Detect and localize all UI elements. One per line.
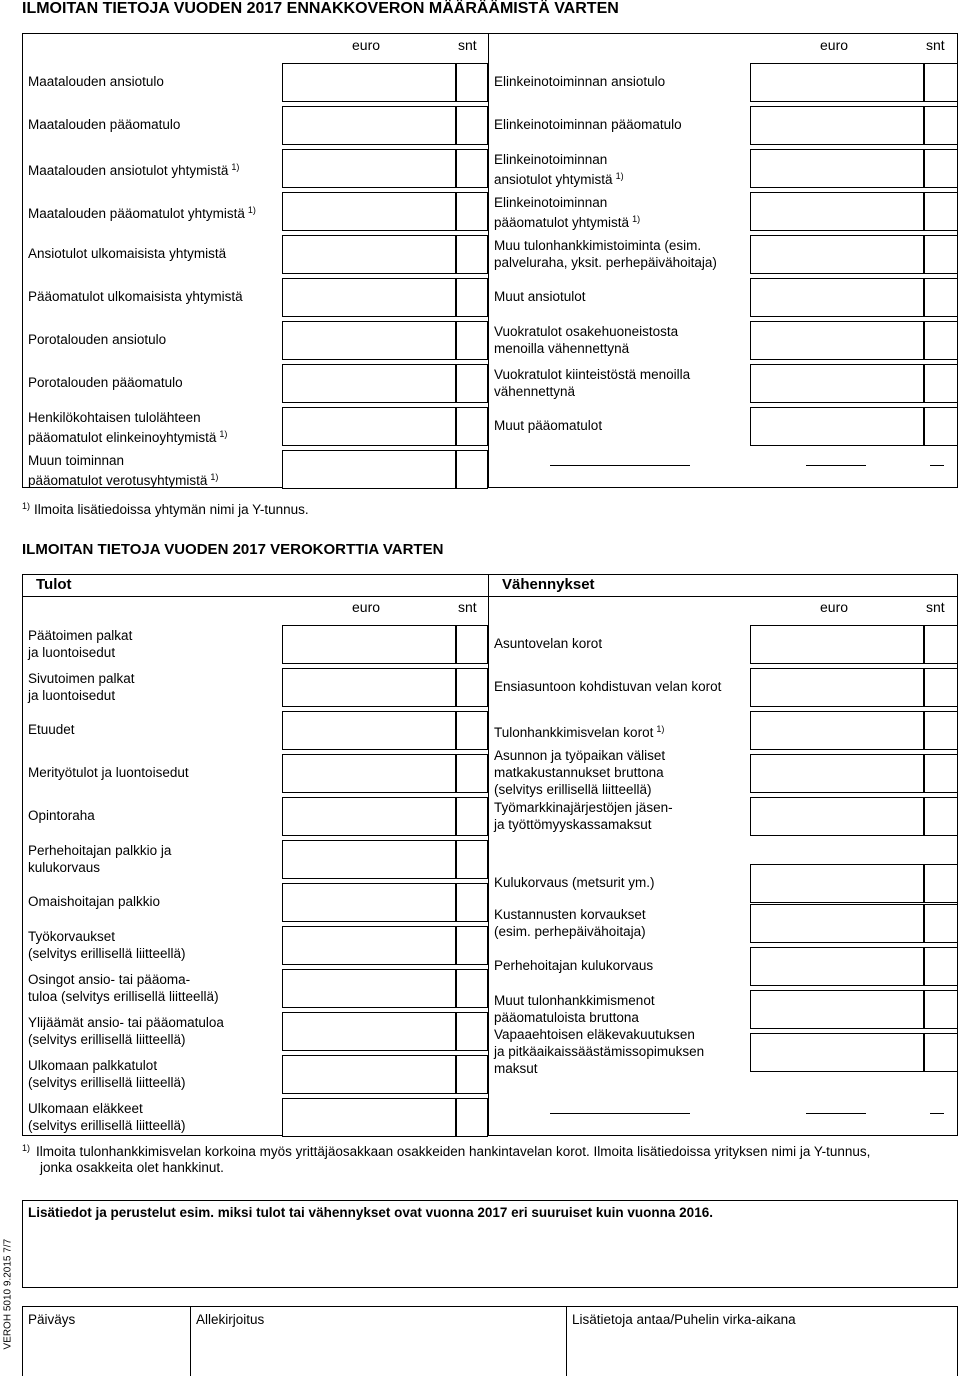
right-row-label-text: matkakustannukset bruttona [494,765,664,780]
left-row-label-text: Maatalouden ansiotulo [28,74,164,89]
lisatietoja-label: Lisätietoja antaa/Puhelin virka-aikana [572,1312,796,1327]
left-row-label [28,245,226,262]
section1-divider [488,33,489,488]
right-row-euro-field[interactable] [750,407,924,446]
right-row-snt-field[interactable] [924,947,958,986]
right-row-label-text: Muut pääomatulot [494,418,603,433]
left-row-snt-field[interactable] [456,711,488,750]
left-row-euro-field[interactable] [282,711,456,750]
right-row-label [494,721,664,741]
right-row-label-text: Elinkeinotoiminnan pääomatulo [494,117,682,132]
right-row-label-text: Perhehoitajan kulukorvaus [494,958,654,973]
right-row-snt-field[interactable] [924,407,958,446]
right-row-label-text: Ensiasuntoon kohdistuvan velan korot [494,679,722,694]
section2-divider [488,574,489,1136]
right-row-label [494,73,665,90]
right-row-label [494,992,655,1009]
left-row-euro-field[interactable] [282,840,456,879]
s2-footnote-line2: jonka osakkeita olet hankkinut. [40,1160,224,1175]
right-row-label-text: Asunnon ja työpaikan väliset [494,748,666,763]
left-row-euro-field[interactable] [282,235,456,274]
left-row-label [28,1100,143,1117]
left-row-label [28,116,180,133]
right-row-label-text: Muu tulonhankkimistoiminta (esim. [494,237,702,253]
right-row-label-text: maksut [494,1061,538,1076]
right-row-snt-field[interactable] [924,904,958,943]
right-row-label-text: Tulonhankkimisvelan korot [494,725,654,740]
right-row-label [494,237,701,254]
left-row-euro-field[interactable] [282,278,456,317]
right-row-label [494,288,586,305]
left-row-euro-field[interactable] [282,106,456,145]
s1-right-snt-header: snt [926,37,945,53]
footnote-ref: 1) [219,428,228,439]
right-row-label [494,816,652,833]
right-row-label-text: (esim. perhepäivähoitaja) [494,923,646,939]
s2-right-snt-header: snt [926,599,945,615]
left-row-label-text: (selvitys erillisellä liitteellä) [28,1031,186,1047]
left-row-label [28,764,189,781]
right-row-label [494,340,629,357]
sum-line [806,1113,866,1114]
right-row-snt-field[interactable] [924,1033,958,1072]
left-row-snt-field[interactable] [456,235,488,274]
right-row-label [494,906,646,923]
right-row-snt-field[interactable] [924,364,958,403]
left-row-label [28,409,201,426]
right-row-euro-field[interactable] [750,364,924,403]
right-row-label-text: ja työttömyyskassamaksut [494,816,652,832]
right-row-label [494,116,682,133]
right-row-label-text: pääomatuloista bruttona [494,1009,639,1025]
left-row-euro-field[interactable] [282,450,456,489]
vahennykset-heading: Vähennykset [502,576,595,593]
right-row-label [494,211,640,231]
paivays-label: Päiväys [28,1312,76,1327]
left-row-euro-field[interactable] [282,883,456,922]
s1-right-euro-header: euro [820,37,849,53]
right-row-snt-field[interactable] [924,321,958,360]
paivays-field[interactable] [22,1330,190,1374]
left-row-label [28,627,132,644]
right-row-label-text: Elinkeinotoiminnan ansiotulo [494,74,666,89]
right-row-euro-field[interactable] [750,63,924,102]
right-row-euro-field[interactable] [750,1033,924,1072]
tulot-heading: Tulot [36,576,72,593]
sum-line [806,465,866,466]
right-row-euro-field[interactable] [750,754,924,793]
right-row-label [494,254,717,271]
right-row-snt-field[interactable] [924,149,958,188]
right-row-label [494,1026,695,1043]
right-row-snt-field[interactable] [924,625,958,664]
left-row-euro-field[interactable] [282,407,456,446]
right-row-euro-field[interactable] [750,321,924,360]
left-row-label-text: (selvitys erillisellä liitteellä) [28,1074,186,1090]
left-row-label-text: Muun toiminnan [28,452,125,468]
right-row-label-text: Kustannusten korvaukset [494,906,646,922]
left-row-snt-field[interactable] [456,364,488,403]
right-row-label [494,764,664,781]
left-row-label [28,374,183,391]
right-row-label-text: Asuntovelan korot [494,636,603,651]
right-row-label [494,366,690,383]
left-row-label [28,1031,186,1048]
right-row-label [494,1060,538,1077]
left-row-snt-field[interactable] [456,1055,488,1094]
left-row-label [28,945,186,962]
left-row-snt-field[interactable] [456,840,488,879]
left-row-snt-field[interactable] [456,450,488,489]
left-row-euro-field[interactable] [282,754,456,793]
left-row-snt-field[interactable] [456,969,488,1008]
sum-line [550,1113,690,1114]
right-row-label-text: Vapaaehtoisen eläkevakuutuksen [494,1027,695,1042]
right-row-label-text: Muut tulonhankkimismenot [494,992,655,1008]
left-row-euro-field[interactable] [282,969,456,1008]
left-row-snt-field[interactable] [456,668,488,707]
left-row-label [28,1074,186,1091]
footnote-ref: 1) [632,213,641,224]
left-row-snt-field[interactable] [456,1098,488,1137]
left-row-label [28,469,218,489]
left-row-label-text: Omaishoitajan palkkio [28,894,161,909]
left-row-snt-field[interactable] [456,192,488,231]
right-row-snt-field[interactable] [924,754,958,793]
left-row-label-text: Maatalouden pääomatulo [28,117,181,132]
s2-footnote-mark: 1) [22,1143,31,1153]
section2-title: ILMOITAN TIETOJA VUODEN 2017 VEROKORTTIA VARTEN [22,541,444,558]
left-row-euro-field[interactable] [282,797,456,836]
left-row-label [28,670,135,687]
left-row-snt-field[interactable] [456,625,488,664]
left-row-label-text: pääomatulot elinkeinoyhtymistä [28,429,217,445]
tulot-underline [22,596,488,597]
sum-line [550,465,690,466]
right-row-label [494,1043,704,1060]
right-row-label [494,635,602,652]
left-row-label-text: Osingot ansio- tai pääoma- [28,971,191,987]
form-code: VEROH 5010 9.2015 7/7 [2,1238,14,1350]
right-row-snt-field[interactable] [924,797,958,836]
left-row-label-text: Porotalouden pääomatulo [28,375,183,390]
left-row-label-text: Maatalouden ansiotulot yhtymistä [28,163,229,178]
right-row-snt-field[interactable] [924,668,958,707]
left-row-snt-field[interactable] [456,797,488,836]
left-row-label [28,928,115,945]
left-row-label-text: Ansiotulot ulkomaisista yhtymistä [28,246,227,261]
s2-right-euro-header: euro [820,599,849,615]
right-row-label-text: palveluraha, yksit. perhepäivähoitaja) [494,254,717,270]
right-row-euro-field[interactable] [750,990,924,1029]
right-row-euro-field[interactable] [750,711,924,750]
left-row-euro-field[interactable] [282,63,456,102]
left-row-snt-field[interactable] [456,407,488,446]
right-row-snt-field[interactable] [924,711,958,750]
left-row-euro-field[interactable] [282,1055,456,1094]
left-row-label-text: tuloa (selvitys erillisellä liitteellä) [28,988,219,1004]
right-row-label-text: Muut ansiotulot [494,289,586,304]
s1-footnote-mark: 1) [22,501,31,511]
left-row-label [28,687,115,704]
left-row-label-text: Sivutoimen palkat [28,670,135,686]
left-row-label-text: pääomatulot verotusyhtymistä [28,472,208,488]
right-row-label [494,874,655,891]
left-row-label [28,988,219,1005]
right-row-euro-field[interactable] [750,192,924,231]
left-row-snt-field[interactable] [456,63,488,102]
left-row-label [28,644,115,661]
right-row-snt-field[interactable] [924,106,958,145]
left-row-euro-field[interactable] [282,321,456,360]
left-row-snt-field[interactable] [456,278,488,317]
left-row-label-text: Työkorvaukset [28,928,116,944]
s2-left-snt-header: snt [458,599,477,615]
footnote-ref: 1) [210,471,219,482]
left-row-label-text: Opintoraha [28,808,95,823]
sum-line [930,465,944,466]
left-row-label-text: Porotalouden ansiotulo [28,332,167,347]
left-row-label-text: Ulkomaan palkkatulot [28,1057,158,1073]
left-row-label-text: kulukorvaus [28,859,101,875]
left-row-label [28,159,239,179]
right-row-label [494,957,653,974]
right-row-euro-field[interactable] [750,668,924,707]
left-row-snt-field[interactable] [456,926,488,965]
lisatietoja-field[interactable] [567,1330,957,1374]
right-row-snt-field[interactable] [924,990,958,1029]
right-row-euro-field[interactable] [750,625,924,664]
left-row-euro-field[interactable] [282,192,456,231]
left-row-euro-field[interactable] [282,1012,456,1051]
right-row-label [494,1009,639,1026]
left-row-label [28,859,100,876]
right-row-label [494,417,602,434]
left-row-label [28,893,160,910]
left-row-label-text: Maatalouden pääomatulot yhtymistä [28,206,245,221]
right-row-label-text: pääomatulot yhtymistä [494,214,630,230]
right-row-label-text: Työmarkkinajärjestöjen jäsen- [494,799,673,815]
right-row-label [494,799,673,816]
right-row-label [494,923,646,940]
right-row-snt-field[interactable] [924,63,958,102]
allekirjoitus-label: Allekirjoitus [196,1312,265,1327]
right-row-euro-field[interactable] [750,149,924,188]
left-row-euro-field[interactable] [282,364,456,403]
footnote-ref: 1) [231,162,240,172]
left-row-label-text: Päätoimen palkat [28,627,133,643]
right-row-label [494,383,575,400]
s1-footnote [22,498,309,518]
left-row-label-text: (selvitys erillisellä liitteellä) [28,945,186,961]
allekirjoitus-field[interactable] [191,1330,566,1374]
right-row-euro-field[interactable] [750,235,924,274]
right-row-snt-field[interactable] [924,864,958,903]
vahennykset-underline [488,596,958,597]
right-row-label-text: Elinkeinotoiminnan [494,194,608,210]
left-row-snt-field[interactable] [456,106,488,145]
right-row-label-text: ansiotulot yhtymistä [494,171,613,187]
right-row-euro-field[interactable] [750,106,924,145]
s2-left-euro-header: euro [352,599,381,615]
footnote-ref: 1) [615,170,624,181]
left-row-label-text: ja luontoisedut [28,644,116,660]
right-row-snt-field[interactable] [924,235,958,274]
left-row-snt-field[interactable] [456,321,488,360]
right-row-label-text: ja pitkäaikaissäästämissopimuksen [494,1044,705,1059]
left-row-euro-field[interactable] [282,668,456,707]
right-row-label [494,151,607,168]
left-row-label [28,202,256,222]
right-row-label [494,323,678,340]
left-row-label [28,1014,224,1031]
left-row-label-text: Etuudet [28,722,75,737]
left-row-snt-field[interactable] [456,754,488,793]
footnote-ref: 1) [656,724,665,734]
sum-line [930,1113,944,1114]
right-row-label-text: Vuokratulot kiinteistöstä menoilla [494,366,691,382]
left-row-label [28,1117,186,1134]
right-row-euro-field[interactable] [750,947,924,986]
left-row-label [28,331,166,348]
left-row-label [28,73,164,90]
right-row-label-text: Kulukorvaus (metsurit ym.) [494,875,655,890]
lisatiedot-label: Lisätiedot ja perustelut esim. miksi tulot tai vähennykset ovat vuonna 2017 eri suuruiset kuin vuonna 2016. [28,1205,713,1220]
right-row-label-text: Elinkeinotoiminnan [494,151,608,167]
left-row-label-text: (selvitys erillisellä liitteellä) [28,1117,186,1133]
s1-footnote-text: Ilmoita lisätiedoissa yhtymän nimi ja Y-tunnus. [34,502,309,517]
left-row-label-text: Merityötulot ja luontoisedut [28,765,189,780]
right-row-label [494,678,721,695]
right-row-snt-field[interactable] [924,278,958,317]
left-row-label-text: Ylijäämät ansio- tai pääomatuloa [28,1014,224,1030]
right-row-label [494,781,652,798]
s2-footnote [22,1140,870,1160]
left-row-euro-field[interactable] [282,926,456,965]
left-row-label [28,288,243,305]
left-row-label-text: Ulkomaan eläkkeet [28,1100,143,1116]
left-row-label [28,1057,157,1074]
left-row-label-text: Pääomatulot ulkomaisista yhtymistä [28,289,243,304]
right-row-label [494,168,624,188]
left-row-snt-field[interactable] [456,149,488,188]
left-row-euro-field[interactable] [282,625,456,664]
left-row-snt-field[interactable] [456,883,488,922]
left-row-label [28,721,75,738]
s1-left-snt-header: snt [458,37,477,53]
left-row-label-text: Perhehoitajan palkkio ja [28,842,172,858]
left-row-label [28,452,124,469]
left-row-label-text: Henkilökohtaisen tulolähteen [28,409,201,425]
right-row-label [494,747,665,764]
left-row-euro-field[interactable] [282,1098,456,1137]
left-row-label [28,842,171,859]
s1-left-euro-header: euro [352,37,381,53]
left-row-euro-field[interactable] [282,149,456,188]
section1-title: ILMOITAN TIETOJA VUODEN 2017 ENNAKKOVERON MÄÄRÄÄMISTÄ VARTEN [22,0,619,17]
left-row-label-text: ja luontoisedut [28,687,116,703]
right-row-label [494,194,607,211]
left-row-label [28,807,95,824]
right-row-label-text: Vuokratulot osakehuoneistosta [494,323,679,339]
right-row-label-text: vähennettynä [494,383,576,399]
footnote-ref: 1) [247,205,256,215]
right-row-euro-field[interactable] [750,904,924,943]
right-row-euro-field[interactable] [750,864,924,903]
s2-footnote-line1: Ilmoita tulonhankkimisvelan korkoina myös yrittäjäosakkaan osakkeiden hankintavelan korot. Ilmoita lisätiedoissa yrityksen nimi ja Y-tunnus, [36,1144,871,1159]
left-row-label [28,971,190,988]
right-row-euro-field[interactable] [750,797,924,836]
right-row-label-text: menoilla vähennettynä [494,340,630,356]
right-row-euro-field[interactable] [750,278,924,317]
left-row-label [28,426,227,446]
left-row-snt-field[interactable] [456,1012,488,1051]
right-row-label-text: (selvitys erillisellä liitteellä) [494,782,652,797]
right-row-snt-field[interactable] [924,192,958,231]
